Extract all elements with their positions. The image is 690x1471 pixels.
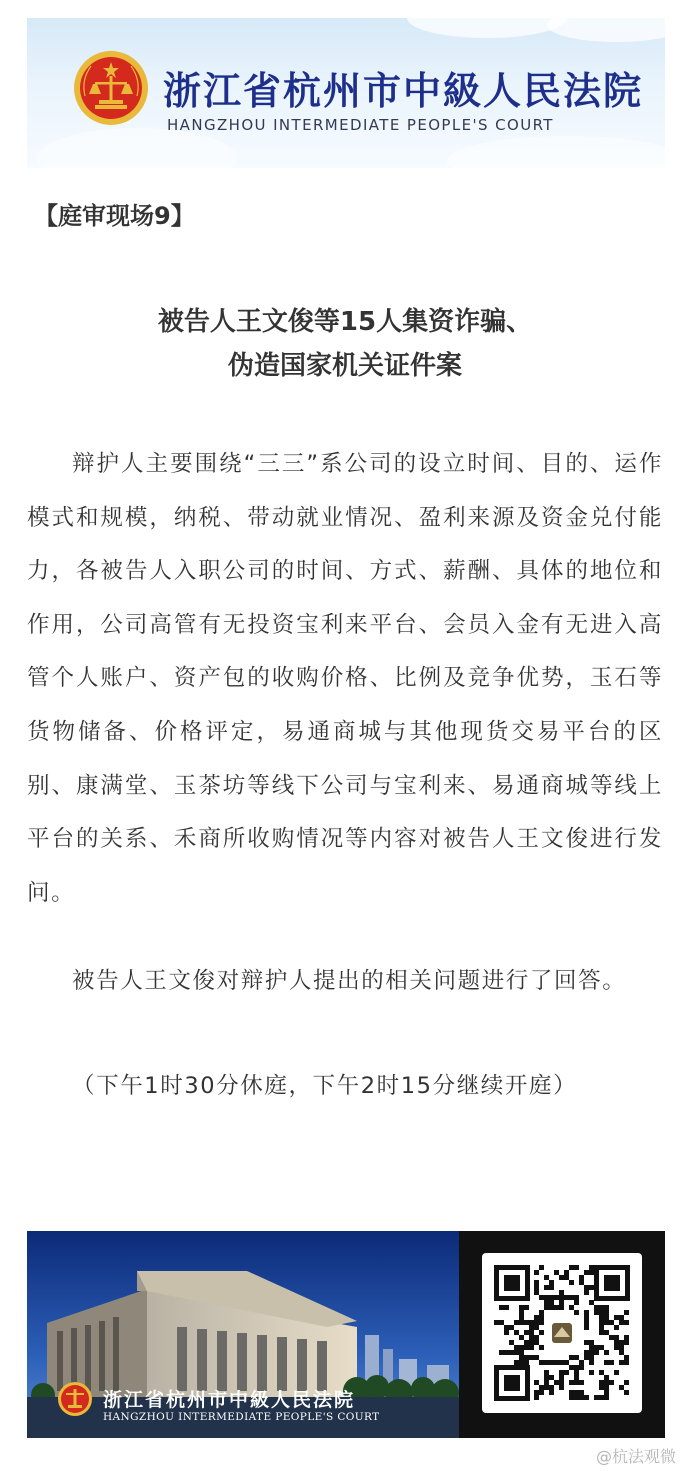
qr-module — [569, 1365, 574, 1370]
qr-module — [539, 1345, 544, 1350]
qr-module — [544, 1360, 549, 1365]
qr-module — [524, 1360, 529, 1365]
qr-module — [574, 1365, 579, 1370]
qr-module — [604, 1310, 609, 1315]
qr-module — [539, 1295, 544, 1300]
qr-module — [604, 1390, 609, 1395]
qr-module — [519, 1335, 524, 1340]
qr-module — [549, 1285, 554, 1290]
qr-module — [624, 1380, 629, 1385]
qr-module — [519, 1360, 524, 1365]
qr-module — [579, 1360, 584, 1365]
qr-module — [579, 1275, 584, 1280]
qr-module — [519, 1320, 524, 1325]
qr-module — [559, 1305, 564, 1310]
qr-module — [529, 1320, 534, 1325]
qr-module — [559, 1385, 564, 1390]
article-title — [40, 300, 650, 388]
qr-module — [509, 1325, 514, 1330]
qr-module — [544, 1295, 549, 1300]
footer-court-name-cn: 浙江省杭州市中級人民法院 — [103, 1389, 356, 1411]
qr-module — [519, 1345, 524, 1350]
qr-module — [599, 1310, 604, 1315]
qr-module — [549, 1295, 554, 1300]
qr-module — [544, 1385, 549, 1390]
qr-module — [514, 1350, 519, 1355]
qr-module — [599, 1385, 604, 1390]
qr-module — [569, 1305, 574, 1310]
qr-module — [584, 1325, 589, 1330]
qr-module — [534, 1315, 539, 1320]
qr-module — [599, 1330, 604, 1335]
qr-module — [574, 1375, 579, 1380]
qr-module — [559, 1380, 564, 1385]
qr-module — [599, 1370, 604, 1375]
qr-module — [589, 1300, 594, 1305]
qr-module — [529, 1330, 534, 1335]
qr-module — [594, 1310, 599, 1315]
qr-module — [529, 1325, 534, 1330]
qr-module — [574, 1355, 579, 1360]
qr-module — [514, 1345, 519, 1350]
qr-module — [559, 1295, 564, 1300]
qr-module — [574, 1265, 579, 1270]
court-emblem-icon — [73, 50, 149, 126]
qr-module — [584, 1320, 589, 1325]
article-title-line: 伪造国家机关证件案 — [227, 351, 462, 381]
qr-module — [579, 1395, 584, 1400]
qr-module — [609, 1320, 614, 1325]
qr-module — [574, 1295, 579, 1300]
qr-module — [584, 1340, 589, 1345]
qr-module — [574, 1395, 579, 1400]
qr-module — [589, 1370, 594, 1375]
qr-module — [584, 1310, 589, 1315]
court-name-en: HANGZHOU INTERMEDIATE PEOPLE'S COURT — [167, 116, 554, 134]
qr-module — [619, 1340, 624, 1345]
qr-module — [529, 1345, 534, 1350]
qr-module — [534, 1280, 539, 1285]
qr-module — [574, 1370, 579, 1375]
qr-module — [569, 1280, 574, 1285]
qr-module — [589, 1340, 594, 1345]
qr-module — [564, 1270, 569, 1275]
qr-code-icon[interactable] — [482, 1253, 642, 1413]
qr-module — [599, 1325, 604, 1330]
qr-module — [624, 1310, 629, 1315]
qr-module — [604, 1385, 609, 1390]
qr-module — [589, 1265, 594, 1270]
qr-module — [624, 1320, 629, 1325]
qr-module — [579, 1365, 584, 1370]
qr-module — [604, 1320, 609, 1325]
qr-module — [619, 1350, 624, 1355]
cloud-decoration — [407, 18, 567, 38]
qr-module — [549, 1280, 554, 1285]
qr-module — [604, 1375, 609, 1380]
qr-module — [504, 1330, 509, 1335]
qr-module — [534, 1395, 539, 1400]
qr-module — [604, 1380, 609, 1385]
qr-module — [609, 1380, 614, 1385]
qr-module — [589, 1350, 594, 1355]
qr-module — [574, 1390, 579, 1395]
qr-module — [559, 1275, 564, 1280]
qr-module — [514, 1360, 519, 1365]
qr-module — [499, 1320, 504, 1325]
qr-module — [534, 1380, 539, 1385]
qr-module — [519, 1305, 524, 1310]
qr-module — [554, 1380, 559, 1385]
cloud-decoration — [547, 18, 665, 42]
qr-code-graphic — [482, 1253, 642, 1413]
qr-module — [534, 1335, 539, 1340]
qr-module — [614, 1370, 619, 1375]
qr-module — [539, 1320, 544, 1325]
qr-module — [559, 1290, 564, 1295]
qr-module — [624, 1340, 629, 1345]
qr-module — [619, 1315, 624, 1320]
qr-module — [524, 1330, 529, 1335]
qr-module — [529, 1335, 534, 1340]
qr-module — [534, 1270, 539, 1275]
qr-module — [509, 1350, 514, 1355]
qr-module — [594, 1305, 599, 1310]
qr-module — [564, 1370, 569, 1375]
qr-module — [569, 1390, 574, 1395]
qr-module — [594, 1350, 599, 1355]
qr-module — [494, 1320, 499, 1325]
qr-module — [614, 1325, 619, 1330]
qr-module — [549, 1385, 554, 1390]
body-paragraph: 被告人王文俊对辩护人提出的相关问题进行了回答。 — [72, 968, 627, 994]
qr-module — [539, 1315, 544, 1320]
qr-module — [539, 1310, 544, 1315]
qr-module — [589, 1285, 594, 1290]
qr-module — [544, 1380, 549, 1385]
qr-module — [499, 1350, 504, 1355]
qr-module — [539, 1360, 544, 1365]
qr-module — [524, 1305, 529, 1310]
qr-module — [619, 1345, 624, 1350]
qr-module — [619, 1320, 624, 1325]
qr-module — [544, 1300, 549, 1305]
qr-module — [504, 1325, 509, 1330]
qr-module — [504, 1305, 509, 1310]
qr-module — [584, 1290, 589, 1295]
qr-module — [589, 1270, 594, 1275]
qr-module — [514, 1320, 519, 1325]
court-name-cn: 浙江省杭州市中級人民法院 — [163, 68, 644, 113]
footer-court-name-en: HANGZHOU INTERMEDIATE PEOPLE'S COURT — [103, 1411, 380, 1423]
qr-module — [604, 1315, 609, 1320]
qr-module — [534, 1290, 539, 1295]
qr-module — [579, 1380, 584, 1385]
qr-module — [584, 1285, 589, 1290]
qr-module — [599, 1315, 604, 1320]
qr-module — [604, 1350, 609, 1355]
qr-module — [554, 1305, 559, 1310]
qr-module — [614, 1335, 619, 1340]
qr-module — [559, 1370, 564, 1375]
qr-module — [579, 1280, 584, 1285]
qr-module — [504, 1350, 509, 1355]
cloud-decoration — [37, 128, 237, 168]
qr-module — [609, 1335, 614, 1340]
qr-module — [614, 1345, 619, 1350]
qr-module — [604, 1395, 609, 1400]
qr-module — [609, 1360, 614, 1365]
qr-module — [624, 1360, 629, 1365]
qr-module — [614, 1315, 619, 1320]
qr-module — [554, 1360, 559, 1365]
qr-module — [624, 1355, 629, 1360]
qr-module — [524, 1320, 529, 1325]
qr-module — [534, 1390, 539, 1395]
qr-module — [519, 1355, 524, 1360]
qr-module — [519, 1310, 524, 1315]
qr-module — [524, 1345, 529, 1350]
qr-module — [549, 1390, 554, 1395]
qr-module — [579, 1390, 584, 1395]
qr-module — [544, 1275, 549, 1280]
qr-module — [574, 1300, 579, 1305]
qr-module — [584, 1355, 589, 1360]
qr-module — [599, 1345, 604, 1350]
qr-module — [624, 1335, 629, 1340]
qr-module — [584, 1395, 589, 1400]
section-tag: 【庭审现场9】 — [34, 202, 195, 230]
qr-module — [539, 1330, 544, 1335]
qr-module — [539, 1265, 544, 1270]
qr-module — [569, 1395, 574, 1400]
qr-module — [584, 1350, 589, 1355]
qr-module — [544, 1370, 549, 1375]
qr-module — [534, 1320, 539, 1325]
qr-module — [539, 1390, 544, 1395]
qr-module — [589, 1355, 594, 1360]
qr-module — [549, 1300, 554, 1305]
qr-module — [594, 1395, 599, 1400]
qr-module — [534, 1355, 539, 1360]
qr-module — [524, 1355, 529, 1360]
qr-module — [549, 1360, 554, 1365]
qr-module — [544, 1375, 549, 1380]
qr-module — [574, 1310, 579, 1315]
qr-module — [559, 1375, 564, 1380]
qr-module — [594, 1345, 599, 1350]
qr-module — [589, 1345, 594, 1350]
qr-module — [599, 1395, 604, 1400]
qr-module — [574, 1380, 579, 1385]
qr-module — [599, 1320, 604, 1325]
qr-module — [534, 1285, 539, 1290]
qr-module — [524, 1340, 529, 1345]
qr-module — [529, 1340, 534, 1345]
qr-module — [569, 1265, 574, 1270]
qr-module — [599, 1305, 604, 1310]
qr-module — [614, 1340, 619, 1345]
qr-module — [519, 1350, 524, 1355]
body-paragraph: 辩护人主要围绕“三三”系公司的设立时间、目的、运作模式和规模，纳税、带动就业情况、盈利来源及资金兑付能力，各被告人入职公司的时间、方式、薪酬、具体的地位和作用，公司高管有无投资宝利来平台、会员入金有无进入高管个人账户、资产包的收购价格、比例及竞争优势，玉石等货物储备、价格评定，易通商城与其他现货交易平台的区别、康满堂、玉茶坊等线下公司与宝利来、易通商城等线上平台的关系、禾商所收购情况等内容对被告人王文俊进行发问。 — [27, 451, 663, 906]
qr-module — [534, 1340, 539, 1345]
qr-module — [519, 1315, 524, 1320]
qr-module — [534, 1325, 539, 1330]
qr-module — [549, 1375, 554, 1380]
qr-module — [619, 1360, 624, 1365]
qr-module — [559, 1300, 564, 1305]
qr-module — [584, 1315, 589, 1320]
qr-module — [569, 1380, 574, 1385]
qr-module — [544, 1305, 549, 1310]
qr-module — [584, 1270, 589, 1275]
qr-module — [564, 1275, 569, 1280]
qr-module — [619, 1385, 624, 1390]
qr-module — [604, 1360, 609, 1365]
qr-module — [554, 1295, 559, 1300]
qr-module — [604, 1305, 609, 1310]
body-paragraph: （下午1时30分休庭，下午2时15分继续开庭） — [72, 1073, 578, 1099]
qr-module — [539, 1385, 544, 1390]
qr-module — [544, 1285, 549, 1290]
qr-module — [549, 1305, 554, 1310]
qr-module — [599, 1380, 604, 1385]
qr-module — [554, 1270, 559, 1275]
qr-module — [564, 1360, 569, 1365]
qr-module — [499, 1305, 504, 1310]
qr-module — [559, 1360, 564, 1365]
qr-module — [509, 1340, 514, 1345]
qr-module — [564, 1295, 569, 1300]
qr-module — [569, 1295, 574, 1300]
weibo-watermark: @杭法观微 — [595, 1447, 676, 1466]
article-title-line: 被告人王文俊等15人集资诈骗、 — [157, 307, 533, 337]
header-banner — [27, 18, 665, 168]
qr-module — [589, 1360, 594, 1365]
qr-module — [529, 1355, 534, 1360]
qr-module — [514, 1330, 519, 1335]
cloud-decoration — [447, 136, 665, 168]
qr-module — [604, 1330, 609, 1335]
qr-module — [569, 1355, 574, 1360]
qr-module — [624, 1390, 629, 1395]
